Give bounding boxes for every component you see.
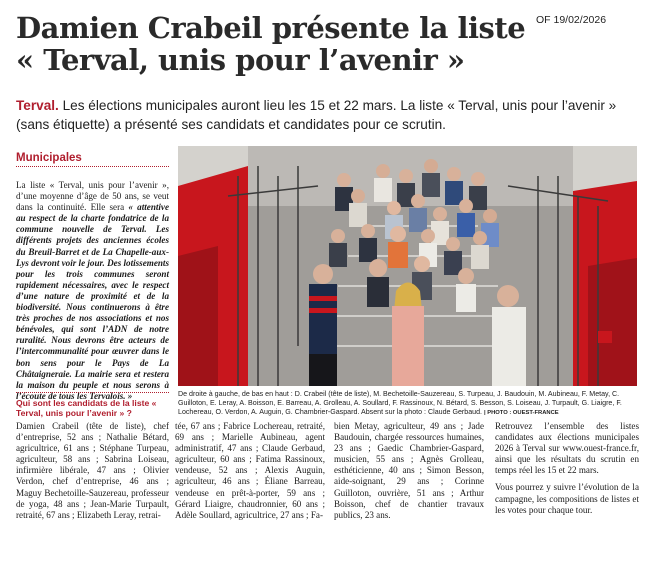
lead-text: Les élections municipales auront lieu les 15 et 22 mars. La liste « Terval, unis pour l’avenir » (sans étiquette) a présenté ses candidats et candidates pour ce scrutin.	[16, 98, 617, 132]
photo-credit: | PHOTO : OUEST-FRANCE	[484, 410, 559, 417]
intro-quote: « attentive au respect de la charte fondatrice de la commune nouvelle de Terval. Les différents projets des anciennes écoles du Breuil-Barret et de La Chapelle-aux-Lys devront voir le jour. Des lotissements pour les trois communes seront rapidement nécessaires, avec le respect d’une nature de proximité et de la biodiversité. Nous continuerons à être très proches de nos associations et nos bénévoles, qui sont l’ADN de notre ruralité. Nous devrons être acteurs de l’intercommunalité pour œuvrer dans le bon sens pour le Pays de La Châtaigneraie. La mairie sera et restera la maison du peuple et nous serons à l’écoute de tous les Tervalois. »	[16, 202, 170, 401]
title-line-2: « Terval, unis pour l’avenir »	[16, 43, 465, 77]
lead-paragraph	[16, 96, 636, 134]
question-divider	[16, 392, 169, 393]
group-photo	[178, 146, 637, 386]
candidates-column-3: bien Metay, agriculteur, 49 ans ; Jade Baudouin, chargée ressources humaines, 23 ans ; Gaedic Chambrier-Gaspard, musicien, 55 ans ; Agnès Grolleau, esthéticienne, 40 ans ; Simon Besson, aide-soignant, 29 ans ; Corinne Guilloton, ouvrière, 51 ans ; Arthur Boisson, chef de chantier travaux publics, 23 ans.	[334, 421, 484, 520]
title-line-1: Damien Crabeil présente la liste	[16, 11, 526, 45]
candidates-heading: Qui sont les candidats de la liste « Terval, unis pour l’avenir » ?	[16, 398, 157, 418]
sidebar-info	[495, 421, 639, 525]
sidebar-paragraph-2: Vous pourrez y suivre l’évolution de la campagne, les compositions de listes et les votes pour chaque tour.	[495, 482, 639, 515]
lead-kicker: Terval.	[16, 98, 59, 113]
section-label: Municipales	[16, 152, 82, 164]
candidates-column-1: Damien Crabeil (tête de liste), chef d’entreprise, 52 ans ; Nathalie Bétard, agricultrice, 61 ans ; Stéphane Turpeau, agriculteur, 58 ans ; Sabrina Loiseau, infirmière libérale, 47 ans ; Olivier Verdon, chef d’entreprise, 46 ans ; Maguy Bechetoille-Sauzereau, professeur de yoga, 48 ans ; Jean-Marie Turpault, retraité, 67 ans ; Elizabeth Leray, retrai-	[16, 421, 169, 520]
candidates-column-2: tée, 67 ans ; Fabrice Lochereau, retraité, 69 ans ; Marielle Aubineau, agent administratif, 47 ans ; Claude Gerbaud, agriculteur, 60 ans ; Fatima Rassinoux, vendeuse, 52 ans ; Alexis Auguin, agriculteur, 46 ans ; Éliane Barreau, vendeuse en prêt-à-porter, 59 ans ; Gérard Liaigre, chaudronnier, 60 ans ; Adèle Soullard, agricultrice, 27 ans ; Fa-	[175, 421, 325, 520]
photo-caption	[178, 390, 637, 419]
article-title	[16, 12, 536, 76]
intro-paragraph	[16, 180, 169, 402]
intro-text: La liste « Terval, unis pour l’avenir », d’une moyenne d’âge de 50 ans, se veut dans la continuité. Elle sera	[16, 180, 169, 213]
sidebar-paragraph-1: Retrouvez l’ensemble des listes candidates aux élections municipales 2026 à Terval sur www.ouest-france.fr, ainsi que les résultats du scrutin en temps réel les 15 et 22 mars.	[495, 421, 639, 476]
section-divider	[16, 166, 169, 167]
caption-text: De droite à gauche, de bas en haut : D. Crabeil (tête de liste), M. Bechetoille-Sauzereau, S. Turpeau, J. Baudouin, M. Aubineau, F. Metay, C. Guilloton, E. Leray, A. Boisson, E. Barreau, A. Grolleau, A. Soullard, F. Rassinoux, N. Bétard, S. Besson, S. Loiseau, J. Turpault, G. Liaigre, F. Lochereau, O. Verdon, A. Auguin, G. Chambrier-Gaspard. Absent sur la photo : Claude Gerbaud.	[178, 390, 622, 417]
source-date: OF 19/02/2026	[536, 14, 607, 26]
